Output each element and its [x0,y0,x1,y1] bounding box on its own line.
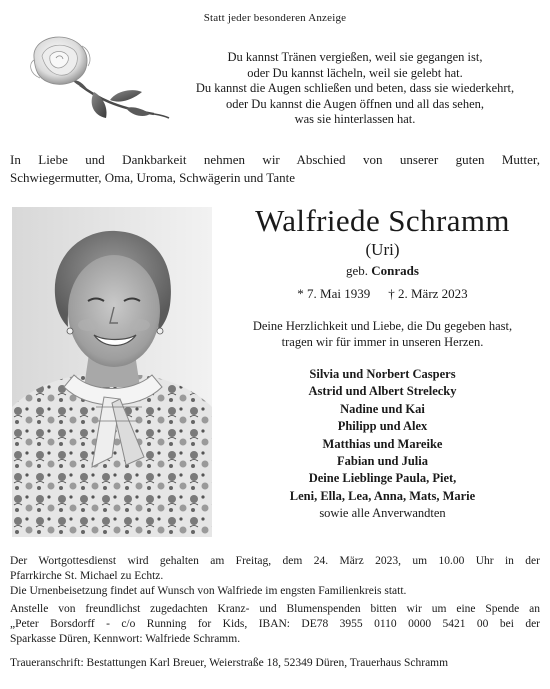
mourner-line: Nadine und Kai [340,401,425,416]
burial-line: Die Urnenbeisetzung findet auf Wunsch von Walfriede im engsten Familienkreis statt. [10,585,407,597]
mourners-closing: sowie alle Anverwandten [319,506,446,521]
mourner-line: Leni, Ella, Lea, Anna, Mats, Marie [289,488,476,503]
mourner-line: Matthias und Mareike [322,436,443,451]
death-date: † 2. März 2023 [388,286,468,301]
donation-line: „Peter Borsdorff - c/o Running for Kids, IBAN: DE78 3955 0110 0000 5421 00 bei der [10,618,540,630]
donation-line: Anstelle von freundlichst zugedachten Kranz- und Blumenspenden bitten wir um eine Spende an [10,603,540,615]
service-line: Der Wortgottesdienst wird gehalten am Freitag, dem 24. März 2023, um 10.00 Uhr in der [10,555,540,567]
intro-line: In Liebe und Dankbarkeit nehmen wir Abschied von unserer guten Mutter, [10,152,540,167]
deceased-details [215,200,550,523]
rose-illustration-icon [22,30,172,122]
birthname-value: Conrads [371,263,419,278]
poem-line: Du kannst Tränen vergießen, weil sie gegangen ist, [227,50,483,64]
poem-line: was sie hinterlassen hat. [294,112,416,126]
mourner-line: Deine Lieblinge Paula, Piet, [308,471,457,486]
memory-line: tragen wir für immer in unseren Herzen. [281,335,484,349]
poem-line: oder Du kannst die Augen öffnen und all das sehen, [225,96,485,111]
intro-text [10,151,540,187]
poem [170,50,540,128]
portrait-photo [12,207,212,537]
birth-date: * 7. Mai 1939 [297,286,371,301]
intro-line: Schwiegermutter, Oma, Uroma, Schwägerin und Tante [10,170,295,185]
life-dates [215,285,550,303]
memory-text [215,318,550,350]
poem-line: oder Du kannst lächeln, weil sie gelebt hat. [247,65,463,80]
footer-notices [10,554,540,671]
mourner-line: Fabian und Julia [336,454,428,469]
mourners-list [215,366,550,523]
donation-line: Sparkasse Düren, Kennwort: Walfriede Schramm. [10,633,241,645]
mourner-line: Silvia und Norbert Caspers [309,367,456,381]
memory-line: Deine Herzlichkeit und Liebe, die Du gegeben hast, [252,319,513,333]
poem-line: Du kannst die Augen schließen und beten, dass sie wiederkehrt, [195,81,515,95]
deceased-name: Walfriede Schramm [255,203,510,238]
service-line: Pfarrkirche St. Michael zu Echtz. [10,570,164,582]
mourner-line: Astrid und Albert Strelecky [308,384,457,399]
mourner-line: Philipp und Alex [337,419,428,434]
birthname-prefix: geb. [346,263,369,278]
header-note: Statt jeder besonderen Anzeige [203,12,347,24]
birthname [215,262,550,280]
mourning-address: Traueranschrift: Bestattungen Karl Breuer, Weierstraße 18, 52349 Düren, Trauerhaus Schramm [10,657,449,669]
deceased-nickname: (Uri) [365,240,400,259]
